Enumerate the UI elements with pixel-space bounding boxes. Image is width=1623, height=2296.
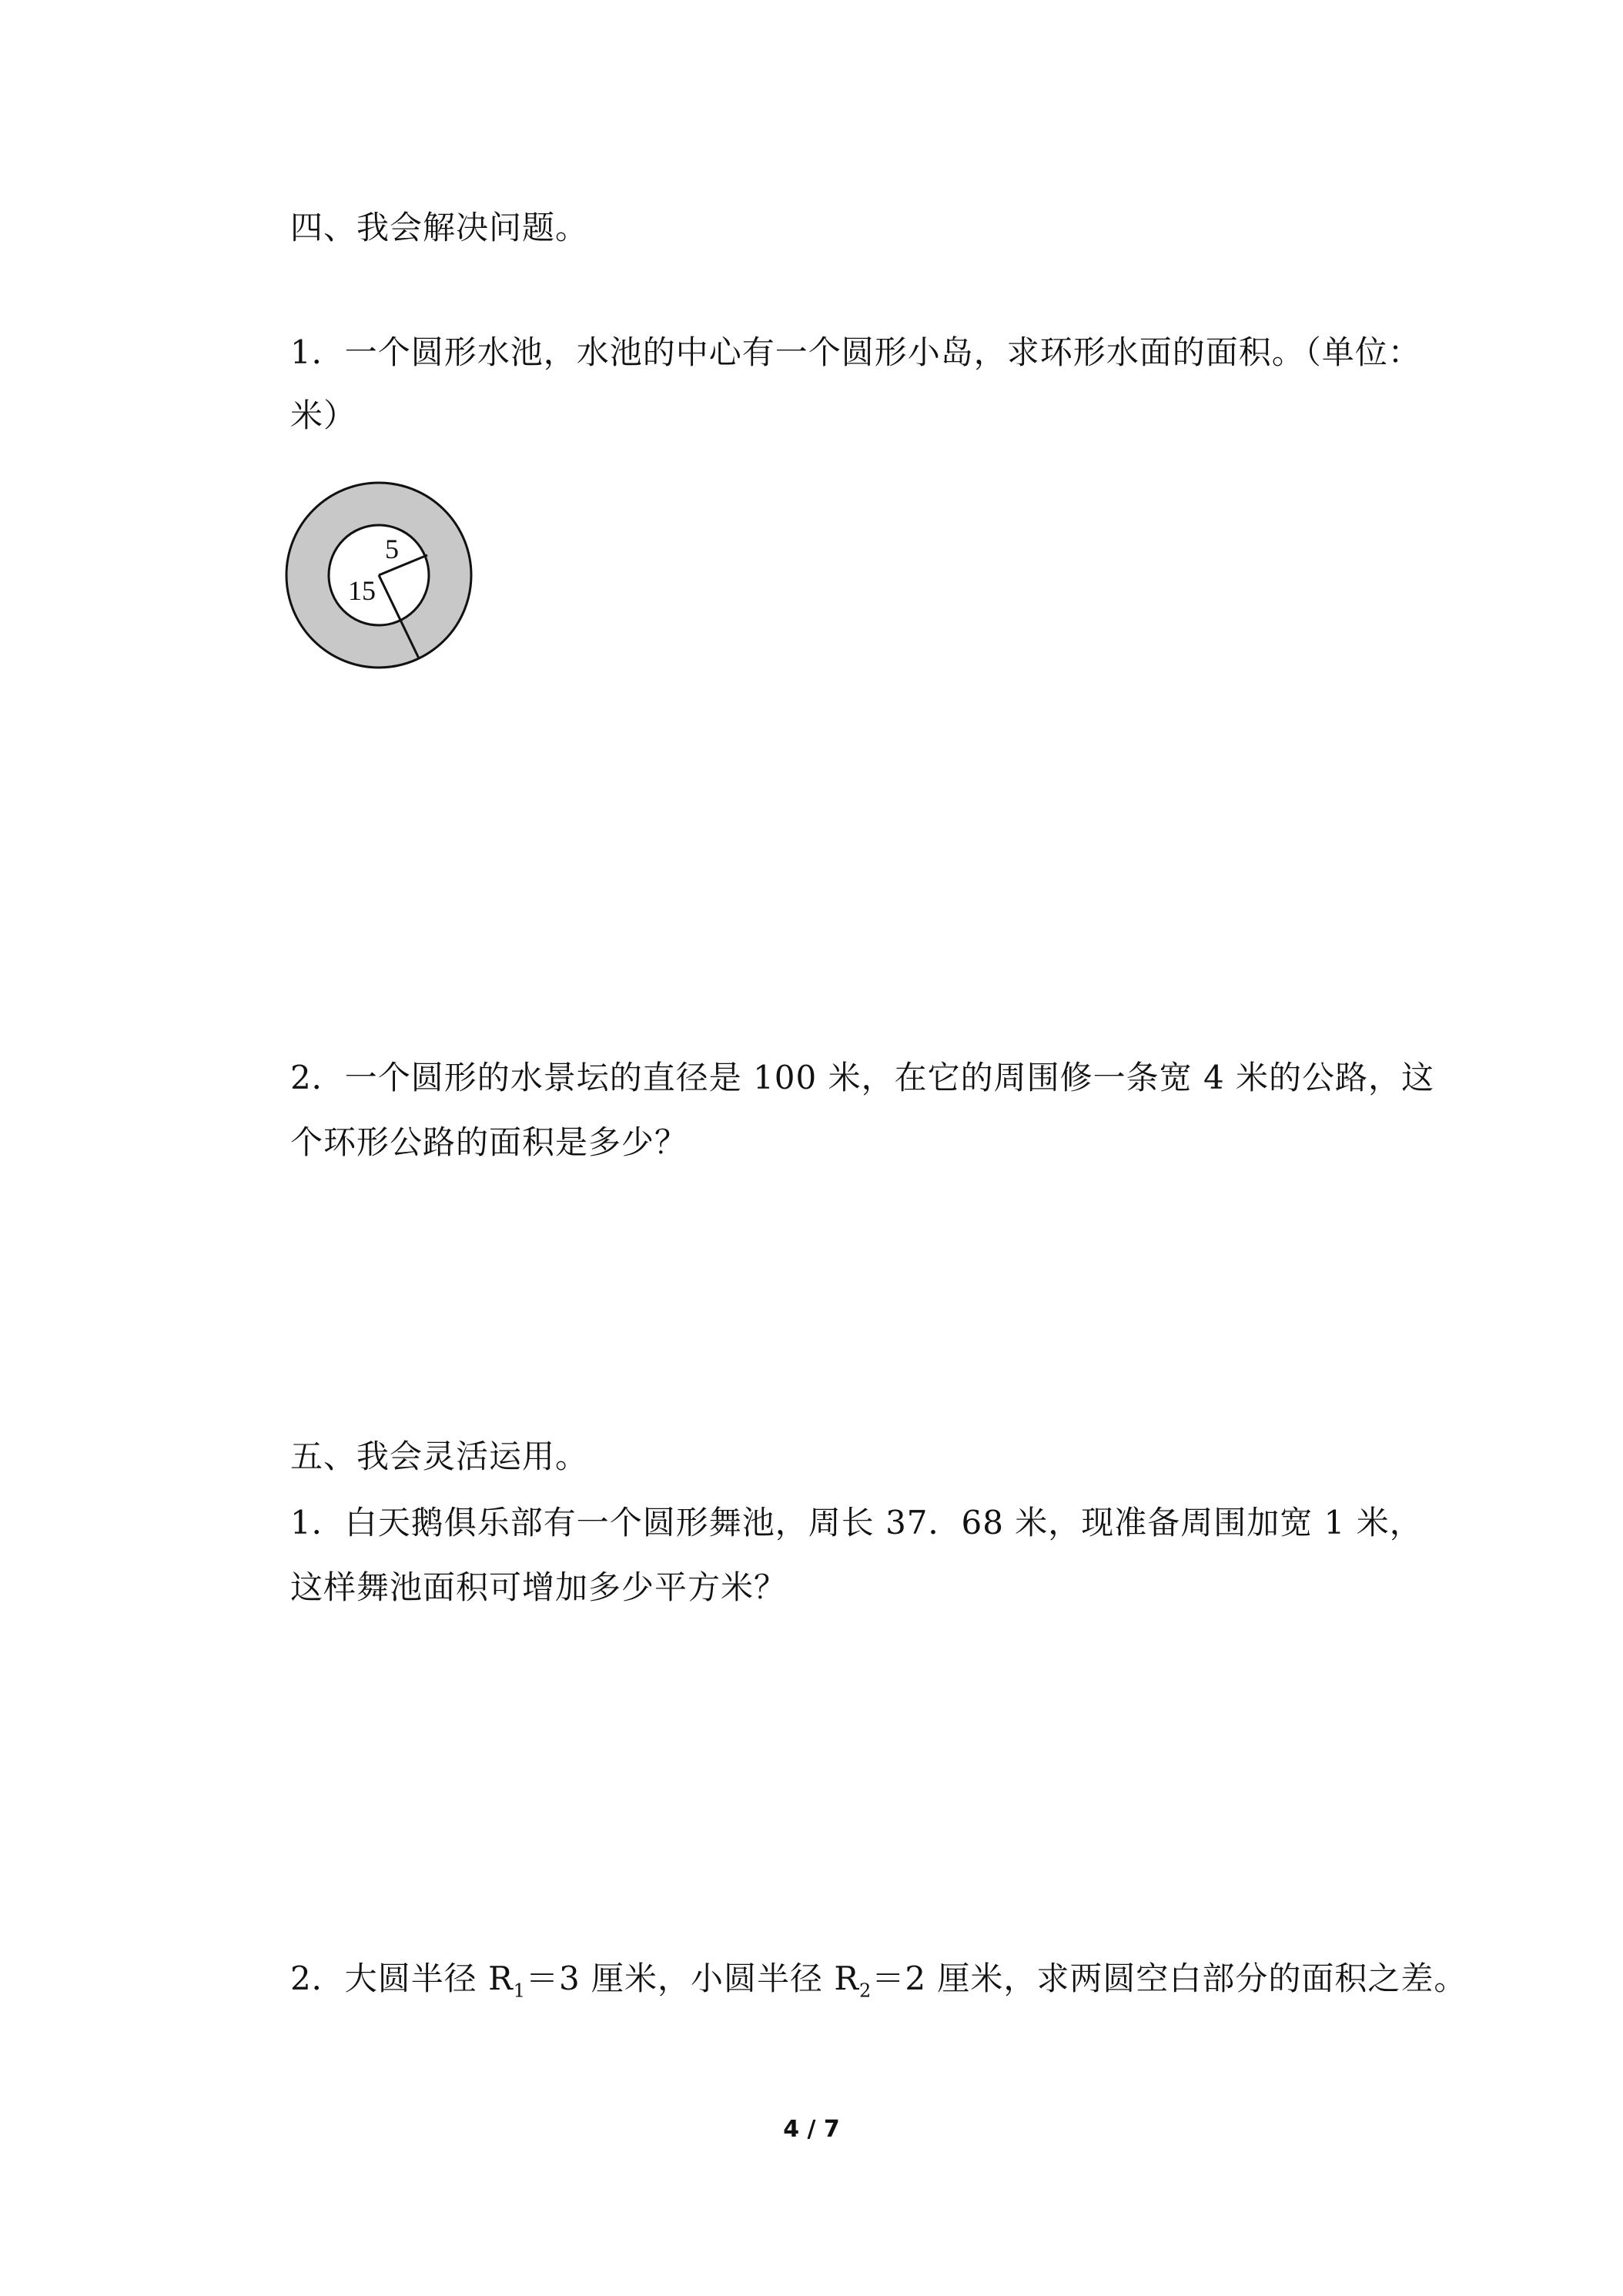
s5-q2-part1: 2．大圆半径 R bbox=[290, 1960, 514, 1997]
section-5-heading: 五、我会灵活运用。 bbox=[290, 1438, 589, 1475]
s4-q2-line2: 个环形公路的面积是多少？ bbox=[290, 1123, 688, 1161]
inner-radius-label: 5 bbox=[385, 534, 399, 564]
s4-q1-line1: 1．一个圆形水池，水池的中心有一个圆形小岛，求环形水面的面积。（单位： bbox=[290, 333, 1421, 371]
s5-q2-line bbox=[290, 1957, 1467, 2000]
outer-radius-label: 15 bbox=[348, 575, 376, 606]
s5-q2-part2: ＝3 厘米，小圆半径 R bbox=[525, 1960, 860, 1997]
s5-q1-line1: 1．白天鹅俱乐部有一个圆形舞池，周长 37．68 米，现准备周围加宽 1 米， bbox=[290, 1504, 1423, 1541]
s5-q2-sub1: 1 bbox=[513, 1980, 526, 2002]
section-4-heading: 四、我会解决问题。 bbox=[290, 209, 589, 246]
s4-q1-line2: 米） bbox=[290, 397, 357, 434]
annulus-figure bbox=[285, 481, 485, 684]
page-number: 4 / 7 bbox=[783, 2116, 840, 2143]
s4-q2-line1: 2．一个圆形的水景坛的直径是 100 米，在它的周围修一条宽 4 米的公路，这 bbox=[290, 1059, 1435, 1096]
s5-q1-line2: 这样舞池面积可增加多少平方米？ bbox=[290, 1568, 788, 1606]
s5-q2-part3: ＝2 厘米，求两圆空白部分的面积之差。 bbox=[872, 1960, 1467, 1997]
s5-q2-sub2: 2 bbox=[859, 1980, 872, 2002]
